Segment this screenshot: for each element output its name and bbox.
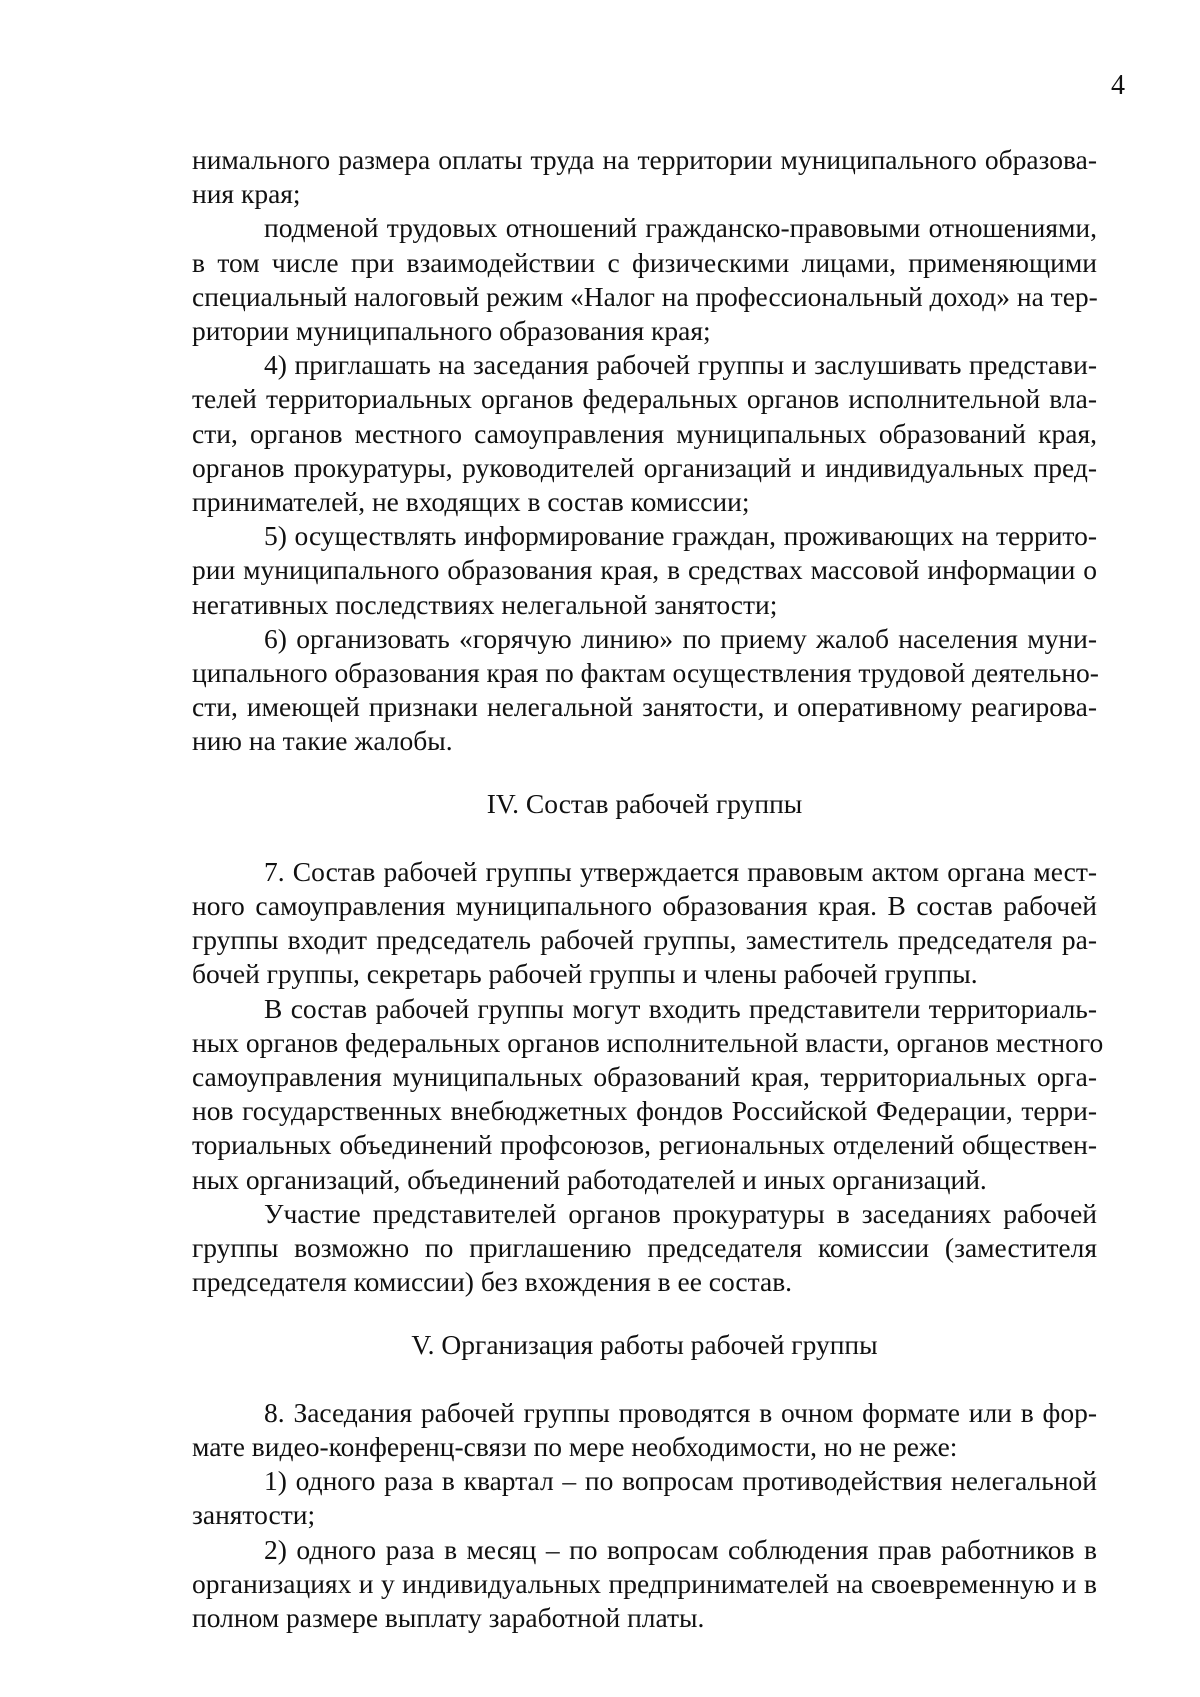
page-number: 4 [1111, 70, 1125, 101]
text-line: в том числе при взаимодействии с физическими лицами, применяющими [192, 246, 1097, 278]
paragraph [192, 622, 1097, 759]
text-line: группы возможно по приглашению председателя комиссии (заместителя [192, 1232, 1097, 1264]
text-line: 1) одного раза в квартал – по вопросам противодействия нелегальной [264, 1465, 1097, 1497]
text-line: принимателей, не входящих в состав комиссии; [192, 486, 750, 518]
text-line: полном размере выплату заработной платы. [192, 1601, 705, 1633]
text-line: 4) приглашать на заседания рабочей группы и заслушивать представи- [264, 349, 1097, 381]
text-line: специальный налоговый режим «Налог на профессиональный доход» на тер- [192, 280, 1098, 312]
paragraph [192, 1396, 1097, 1464]
paragraph [192, 348, 1097, 519]
text-line: 7. Состав рабочей группы утверждается правовым актом органа мест- [264, 855, 1097, 887]
spacer [192, 1362, 1097, 1396]
section-heading: IV. Состав рабочей группы [486, 787, 803, 819]
text-line: рии муниципального образования края, в средствах массовой информации о [192, 554, 1097, 586]
text-line: нимального размера оплаты труда на территории муниципального образова- [192, 144, 1097, 175]
text-line: ритории муниципального образования края; [192, 315, 711, 347]
paragraph [192, 1533, 1097, 1636]
text-line: ных организаций, объединений работодателей и иных организаций. [192, 1163, 987, 1195]
text-line: занятости; [192, 1499, 316, 1531]
text-line: сти, органов местного самоуправления муниципальных образований края, [192, 417, 1097, 449]
paragraph [192, 1197, 1097, 1300]
text-line: ния края; [192, 178, 301, 210]
text-line: ториальных объединений профсоюзов, региональных отделений обществен- [192, 1129, 1097, 1161]
text-line: негативных последствиях нелегальной занятости; [192, 588, 778, 620]
text-line: В состав рабочей группы могут входить представители территориаль- [264, 992, 1097, 1024]
text-line: 6) организовать «горячую линию» по приему жалоб населения муни- [264, 622, 1097, 654]
text-line: органов прокуратуры, руководителей организаций и индивидуальных пред- [192, 451, 1097, 483]
text-line: бочей группы, секретарь рабочей группы и члены рабочей группы. [192, 958, 978, 990]
text-line: Участие представителей органов прокуратуры в заседаниях рабочей [264, 1197, 1097, 1229]
text-line: ного самоуправления муниципального образования края. В состав рабочей [192, 890, 1097, 922]
text-line: 8. Заседания рабочей группы проводятся в очном формате или в фор- [264, 1396, 1097, 1428]
text-line: ных органов федеральных органов исполнительной власти, органов местного [192, 1026, 1104, 1058]
paragraph [192, 519, 1097, 622]
text-line: ципального образования края по фактам осуществления трудовой деятельно- [192, 657, 1099, 689]
section-heading: V. Организация работы рабочей группы [411, 1328, 878, 1360]
text-line: председателя комиссии) без вхождения в ее состав. [192, 1266, 793, 1298]
text-line: группы входит председатель рабочей группы, заместитель председателя ра- [192, 924, 1097, 956]
text-line: мате видео-конференц-связи по мере необходимости, но не реже: [192, 1430, 958, 1462]
spacer [192, 759, 1097, 787]
text-line: самоуправления муниципальных образований края, территориальных орга- [192, 1061, 1097, 1093]
paragraph [192, 143, 1097, 211]
text-line: нию на такие жалобы. [192, 725, 453, 757]
paragraph [192, 211, 1097, 348]
spacer [192, 821, 1097, 855]
text-line: нов государственных внебюджетных фондов Российской Федерации, терри- [192, 1095, 1097, 1127]
text-line: подменой трудовых отношений гражданско-правовыми отношениями, [264, 212, 1097, 244]
text-line: сти, имеющей признаки нелегальной занятости, и оперативному реагирова- [192, 691, 1097, 723]
document-body [192, 143, 1104, 1635]
text-line: 2) одного раза в месяц – по вопросам соблюдения прав работников в [264, 1533, 1097, 1565]
text-line: организациях и у индивидуальных предпринимателей на своевременную и в [192, 1567, 1097, 1599]
paragraph [192, 1464, 1097, 1532]
text-line: 5) осуществлять информирование граждан, проживающих на террито- [264, 520, 1097, 552]
spacer [192, 1300, 1097, 1328]
paragraph [192, 855, 1097, 992]
text-line: телей территориальных органов федеральных органов исполнительной вла- [192, 383, 1097, 415]
paragraph [192, 992, 1104, 1197]
